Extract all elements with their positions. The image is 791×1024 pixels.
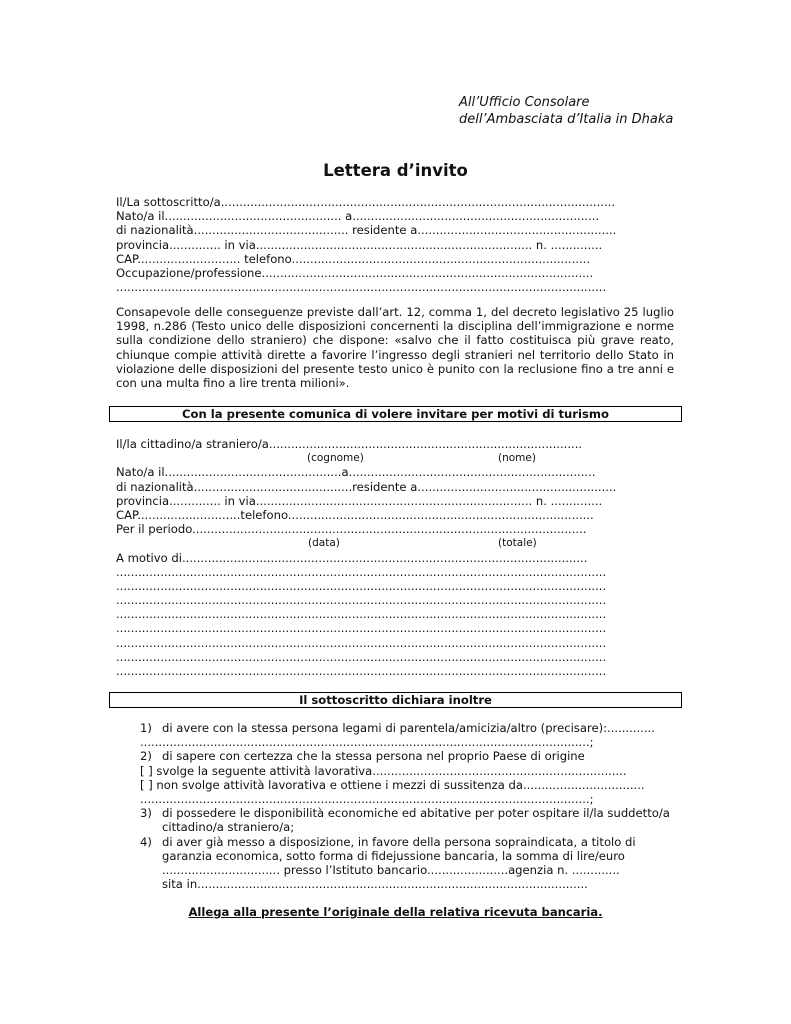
- motivo-dotted-line: .....................................................................................................................................: [116, 621, 607, 636]
- guest-period-sublabels: [116, 536, 674, 550]
- sender-province-line: provincia.............. in via........................................................................... n. ..............: [116, 237, 603, 252]
- sender-birth-line: Nato/a il................................................ a...................................................................: [116, 209, 600, 224]
- declaration-paragraph: Consapevole delle conseguenze previste dall’art. 12, comma 1, del decreto legislativo 25 luglio 1998, n.286 (Testo unico delle disposizioni concernenti la disciplina dell’immigrazione e norme sulla condizione dello straniero) che dispone: «salvo che il fatto costituisca più grave reato, chiunque compie attività dirette a favorire l’ingresso degli stranieri nel territorio dello Stato in violazione delle disposizioni del presente testo unico è punito con la reclusione fino a tre anni e con una multa fino a lire trenta milioni».: [116, 305, 674, 391]
- firstname-label: (nome): [498, 452, 536, 465]
- guest-cap-line: CAP............................telefono...................................................................................: [116, 507, 594, 522]
- sender-nationality-line: di nazionalità.......................................... residente a......................................................: [116, 223, 617, 238]
- list-item-number: 1): [140, 721, 152, 735]
- addressee-block: [459, 94, 673, 128]
- guest-fields: [116, 437, 674, 678]
- motivo-dotted-line: .....................................................................................................................................: [116, 635, 607, 650]
- list-item-text: di possedere le disponibilità economiche ed abitative per poter ospitare il/la suddetto/a: [162, 806, 670, 821]
- list-item-number: 3): [140, 806, 152, 821]
- list-item-text: di avere con la stessa persona legami di parentela/amicizia/altro (precisare):.............: [162, 721, 655, 735]
- declaration-list: [140, 721, 674, 891]
- page-title: Lettera d’invito: [323, 161, 468, 180]
- list-item-4-continuation: garanzia economica, sotto forma di fidejussione bancaria, la somma di lire/euro: [162, 848, 625, 863]
- guest-birth-line: Nato/a il................................................a...................................................................: [116, 465, 596, 480]
- list-item-number: 2): [140, 749, 152, 764]
- list-item-text: di sapere con certezza che la stessa persona nel proprio Paese di origine: [162, 749, 585, 764]
- list-item-4: [140, 835, 674, 849]
- list-item-2-option-not-works: [ ] non svolge attività lavorativa e ottiene i mezzi di sussitenza da.................................: [140, 777, 645, 792]
- sender-cap-line: CAP............................ telefono.................................................................................: [116, 251, 591, 266]
- sender-occupation-line: Occupazione/professione..........................................................................................: [116, 265, 594, 280]
- list-item-number: 4): [140, 834, 152, 849]
- motivo-dotted-line: .....................................................................................................................................: [116, 578, 607, 593]
- addressee-line-2: dell’Ambasciata d’Italia in Dhaka: [459, 112, 674, 127]
- list-item-4-bank-line: ................................ presso l’Istituto bancario......................agenzia n. .............: [162, 862, 620, 877]
- addressee-line-1: All’Ufficio Consolare: [459, 95, 590, 110]
- list-item-1: [140, 721, 674, 735]
- list-item-2: [140, 749, 674, 763]
- guest-period-line: Per il periodo...........................................................................................................: [116, 522, 587, 537]
- motivo-dotted-line: .....................................................................................................................................: [116, 593, 607, 608]
- motivo-dotted-line: .....................................................................................................................................: [116, 607, 607, 622]
- surname-label: (cognome): [307, 452, 364, 465]
- footer-note: Allega alla presente l’originale della relativa ricevuta bancaria.: [188, 905, 603, 919]
- sender-name-line: Il/La sottoscritto/a...........................................................................................................: [116, 195, 616, 209]
- guest-province-line: provincia.............. in via........................................................................... n. ..............: [116, 493, 603, 508]
- section-header-declaration: Il sottoscritto dichiara inoltre: [109, 692, 682, 708]
- list-item-2-option-works: [ ] svolge la seguente attività lavorativa.....................................................................: [140, 763, 627, 778]
- date-label: (data): [308, 537, 340, 550]
- list-item-4-address-line: sita in..........................................................................................................: [162, 877, 588, 892]
- guest-nationality-line: di nazionalità...........................................residente a......................................................: [116, 479, 617, 494]
- motivo-dotted-line: .....................................................................................................................................: [116, 649, 607, 664]
- total-label: (totale): [498, 537, 537, 550]
- list-item-2-continuation: ..........................................................................................................................;: [140, 791, 594, 806]
- sender-extra-line: .....................................................................................................................................: [116, 280, 607, 295]
- list-item-3: [140, 806, 674, 820]
- motivo-dotted-line: .....................................................................................................................................: [116, 564, 607, 579]
- section-header-invitation: Con la presente comunica di volere invitare per motivi di turismo: [109, 406, 682, 422]
- guest-name-sublabels: [116, 451, 674, 465]
- motivo-dotted-line: .....................................................................................................................................: [116, 664, 607, 678]
- list-item-3-continuation: cittadino/a straniero/a;: [162, 820, 295, 835]
- guest-name-line: Il/la cittadino/a straniero/a.....................................................................................: [116, 437, 583, 451]
- list-item-1-continuation: ..........................................................................................................................;: [140, 735, 594, 750]
- sender-fields: [116, 195, 674, 294]
- guest-motivo-line: A motivo di..............................................................................................................: [116, 550, 588, 565]
- list-item-text: di aver già messo a disposizione, in favore della persona sopraindicata, a titolo di: [162, 834, 636, 849]
